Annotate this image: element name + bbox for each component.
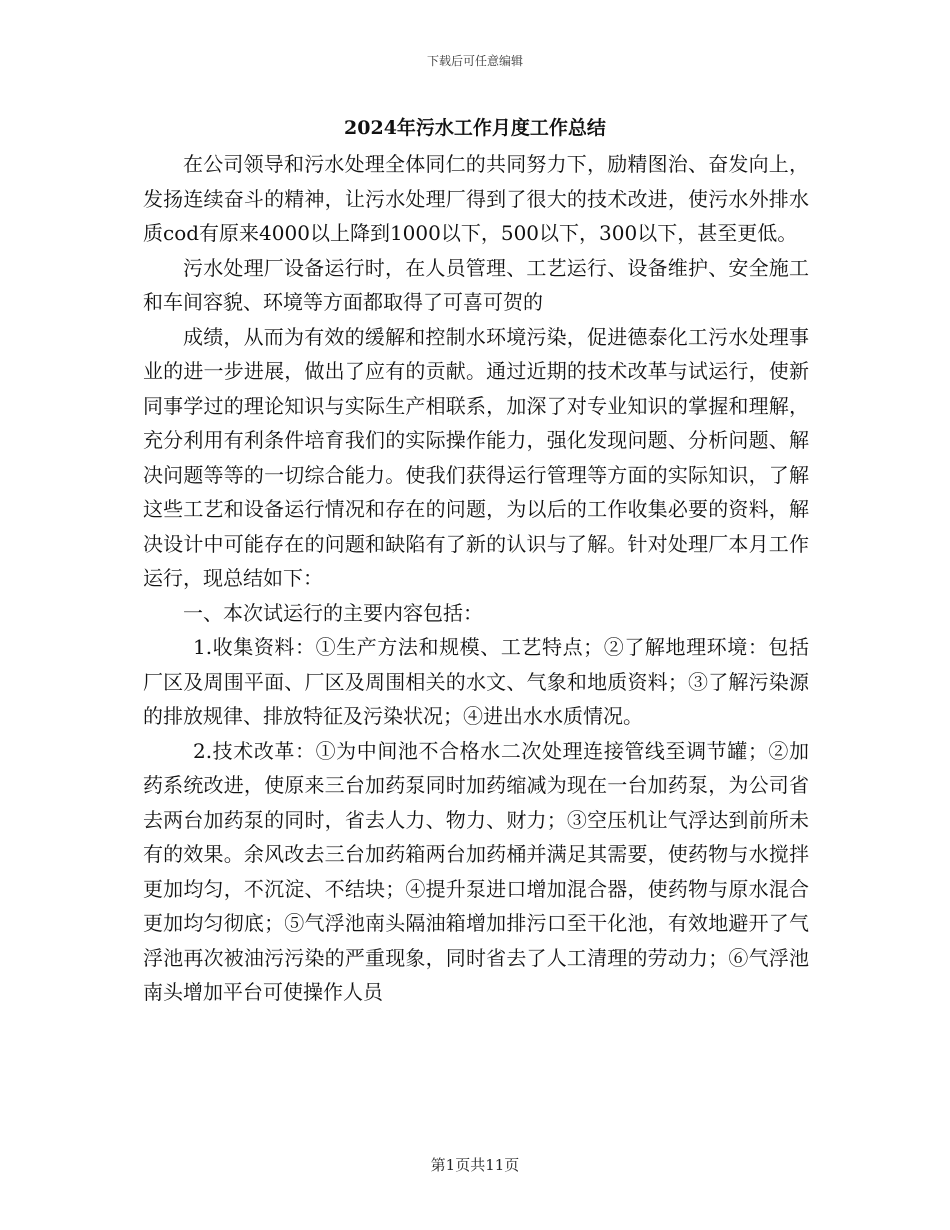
paragraph-contributions: 成绩，从而为有效的缓解和控制水环境污染，促进德泰化工污水处理事业的进一步进展，做出了应有的贡献。通过近期的技术改革与试运行，使新同事学过的理论知识与实际生产相联系，加深了对专业知识的掌握和理解，充分利用有利条件培育我们的实际操作能力，强化发现问题、分析问题、解决问题等等的一切综合能力。使我们获得运行管理等方面的实际知识，了解这些工艺和设备运行情况和存在的问题，为以后的工作收集必要的资料，解决设计中可能存在的问题和缺陷有了新的认识与了解。针对处理厂本月工作运行，现总结如下： (143, 324, 809, 590)
section-heading-trial-run: 一、本次试运行的主要内容包括： (183, 600, 483, 625)
paragraph-intro: 在公司领导和污水处理全体同仁的共同努力下，励精图治、奋发向上，发扬连续奋斗的精神，让污水处理厂得到了很大的技术改进，使污水外排水质cod有原来4000以上降到1000以下，500以下，300以下，甚至更低。 (143, 152, 809, 245)
page-header: 下载后可任意编辑 (426, 54, 523, 68)
document-title: 2024年污水工作月度工作总结 (344, 117, 606, 139)
document-body (143, 147, 809, 1010)
list-item-collect-data: 1.收集资料：①生产方法和规模、工艺特点；②了解地理环境：包括厂区及周围平面、厂区及周围相关的水文、气象和地质资料；③了解污染源的排放规律、排放特征及污染状况；④进出水水质情况。 (143, 635, 809, 728)
list-item-technical-reform: 2.技术改革：①为中间池不合格水二次处理连接管线至调节罐；②加药系统改进，使原来三台加药泵同时加药缩减为现在一台加药泵，为公司省去两台加药泵的同时，省去人力、物力、财力；③空压机让气浮达到前所未有的效果。余风改去三台加药箱两台加药桶并满足其需要，使药物与水搅拌更加均匀，不沉淀、不结块；④提升泵进口增加混合器，使药物与原水混合更加均匀彻底；⑤气浮池南头隔油箱增加排污口至干化池，有效地避开了气浮池再次被油污污染的严重现象，同时省去了人工清理的劳动力；⑥气浮池南头增加平台可使操作人员 (143, 738, 809, 1004)
page-number: 第1页共11页 (430, 1156, 520, 1174)
paragraph-achievements: 污水处理厂设备运行时，在人员管理、工艺运行、设备维护、安全施工和车间容貌、环境等方面都取得了可喜可贺的 (143, 255, 809, 314)
